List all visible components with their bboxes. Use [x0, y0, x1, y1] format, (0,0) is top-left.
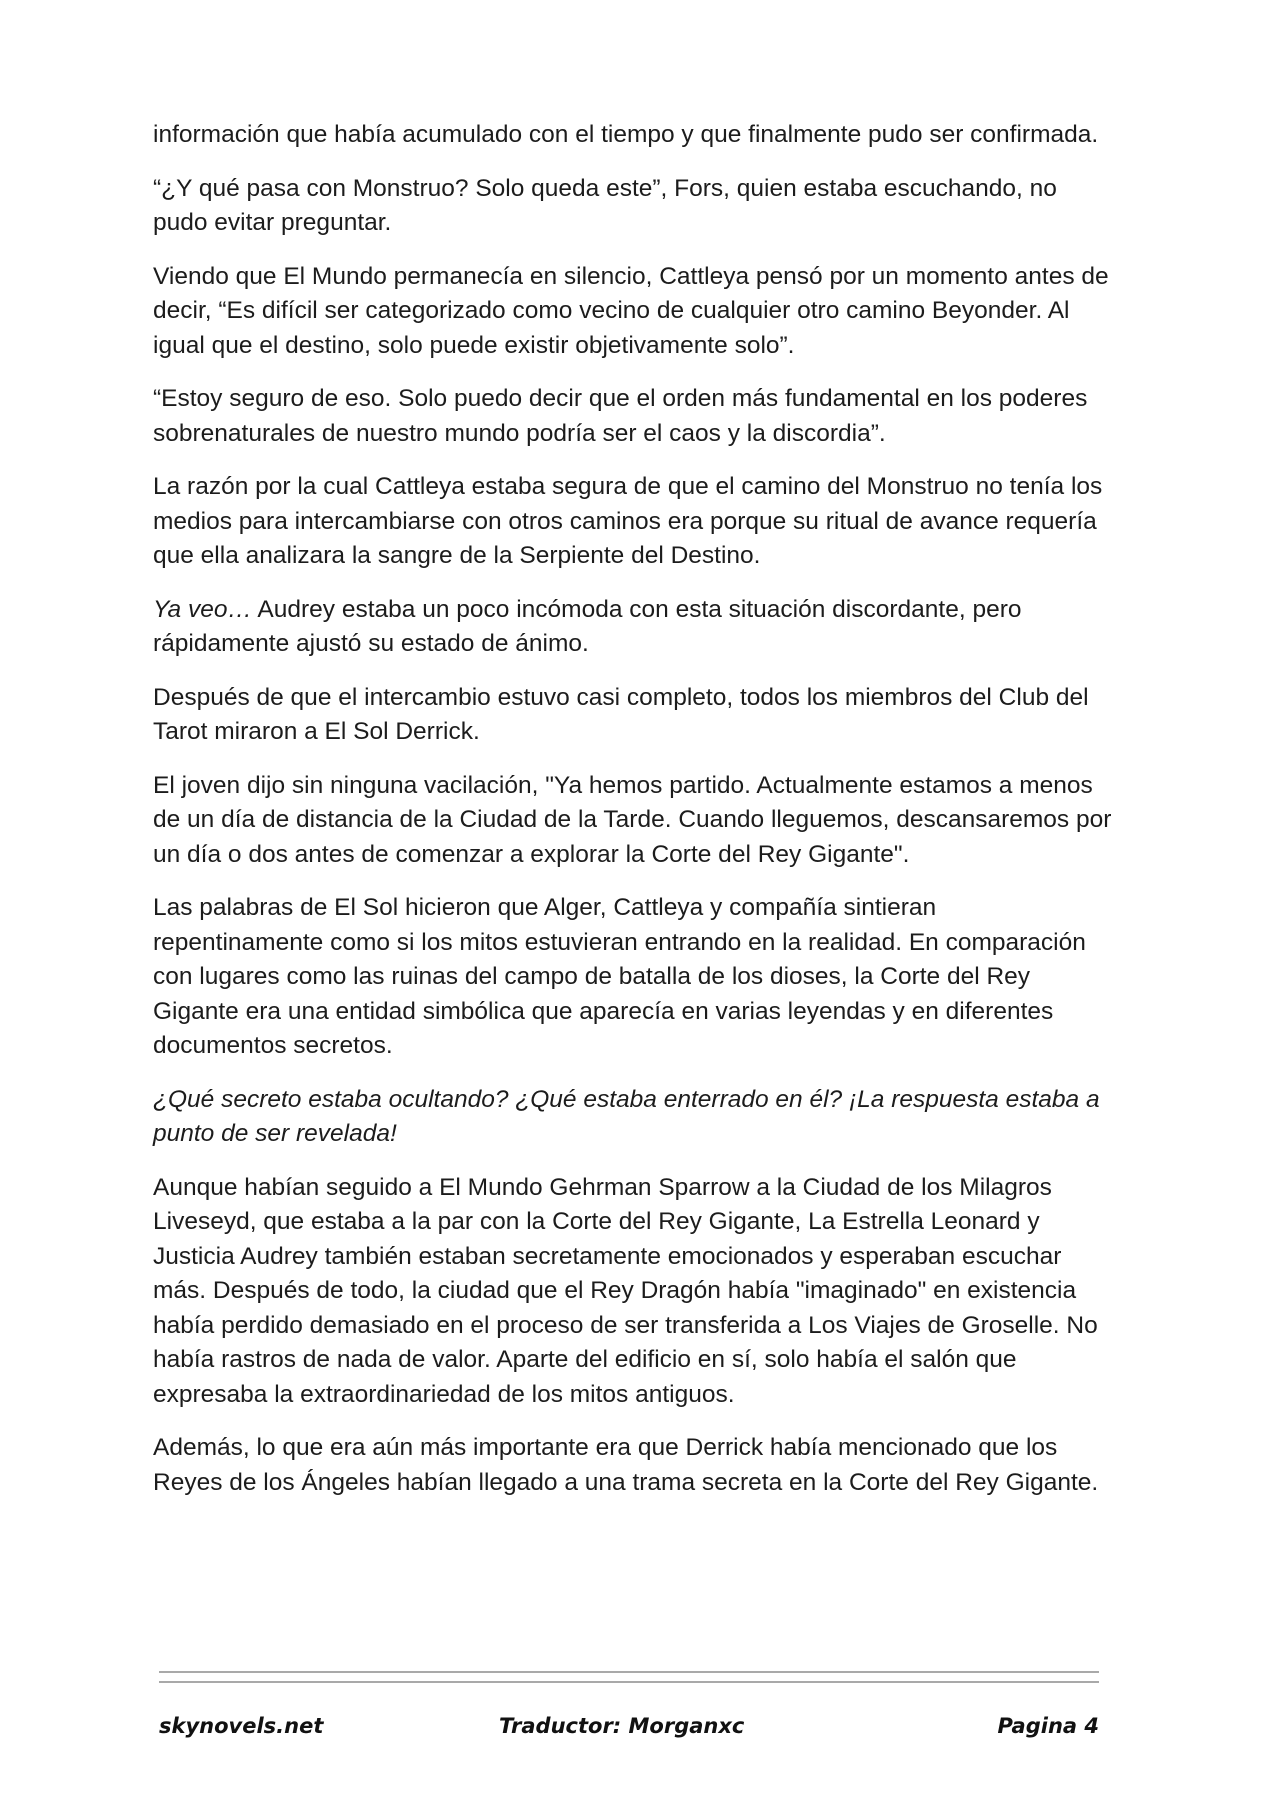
page-body	[153, 118, 1113, 1519]
paragraph: Después de que el intercambio estuvo casi completo, todos los miembros del Club del Tarot miraron a El Sol Derrick.	[153, 683, 1089, 745]
paragraph-text: Audrey estaba un poco incómoda con esta situación discordante, pero rápidamente ajustó su estado de ánimo.	[153, 595, 1022, 657]
paragraph: El joven dijo sin ninguna vacilación, "Ya hemos partido. Actualmente estamos a menos de un día de distancia de la Ciudad de la Tarde. Cuando lleguemos, descansaremos por un día o dos antes de comenzar a explorar la Corte del Rey Gigante".	[153, 771, 1112, 868]
italic-paragraph: ¿Qué secreto estaba ocultando? ¿Qué estaba enterrado en él? ¡La respuesta estaba a punto de ser revelada!	[153, 1085, 1100, 1147]
paragraph	[153, 593, 1113, 662]
paragraph: Además, lo que era aún más importante era que Derrick había mencionado que los Reyes de los Ángeles habían llegado a una trama secreta en la Corte del Rey Gigante.	[153, 1434, 1099, 1496]
paragraph: “Estoy seguro de eso. Solo puedo decir que el orden más fundamental en los poderes sobrenaturales de nuestro mundo podría ser el caos y la discordia”.	[153, 385, 1088, 447]
footer-translator: Traductor: Morganxc	[499, 1714, 745, 1738]
paragraph: “¿Y qué pasa con Monstruo? Solo queda este”, Fors, quien estaba escuchando, no pudo evitar preguntar.	[153, 174, 1057, 236]
footer-divider-top	[159, 1671, 1099, 1673]
footer-site: skynovels.net	[159, 1714, 324, 1738]
footer-divider-bottom	[159, 1681, 1099, 1683]
paragraph: información que había acumulado con el tiempo y que finalmente pudo ser confirmada.	[153, 121, 1099, 148]
page-footer	[159, 1714, 1099, 1748]
paragraph: Las palabras de El Sol hicieron que Alger, Cattleya y compañía sintieran repentinamente como si los mitos estuvieran entrando en la realidad. En comparación con lugares como las ruinas del campo de batalla de los dioses, la Corte del Rey Gigante era una entidad simbólica que aparecía en varias leyendas y en diferentes documentos secretos.	[153, 894, 1086, 1059]
italic-thought: Ya veo…	[153, 595, 252, 623]
paragraph: La razón por la cual Cattleya estaba segura de que el camino del Monstruo no tenía los medios para intercambiarse con otros caminos era porque su ritual de avance requería que ella analizara la sangre de la Serpiente del Destino.	[153, 473, 1103, 569]
paragraph: Aunque habían seguido a El Mundo Gehrman Sparrow a la Ciudad de los Milagros Liveseyd, que estaba a la par con la Corte del Rey Gigante, La Estrella Leonard y Justicia Audrey también estaban secretamente emocionados y esperaban escuchar más. Después de todo, la ciudad que el Rey Dragón había "imaginado" en existencia había perdido demasiado en el proceso de ser transferida a Los Viajes de Groselle. No había rastros de nada de valor. Aparte del edificio en sí, solo había el salón que expresaba la extraordinariedad de los mitos antiguos.	[153, 1173, 1098, 1408]
paragraph: Viendo que El Mundo permanecía en silencio, Cattleya pensó por un momento antes de decir, “Es difícil ser categorizado como vecino de cualquier otro camino Beyonder. Al igual que el destino, solo puede existir objetivamente solo”.	[153, 262, 1109, 359]
footer-page-number: Pagina 4	[997, 1714, 1099, 1738]
